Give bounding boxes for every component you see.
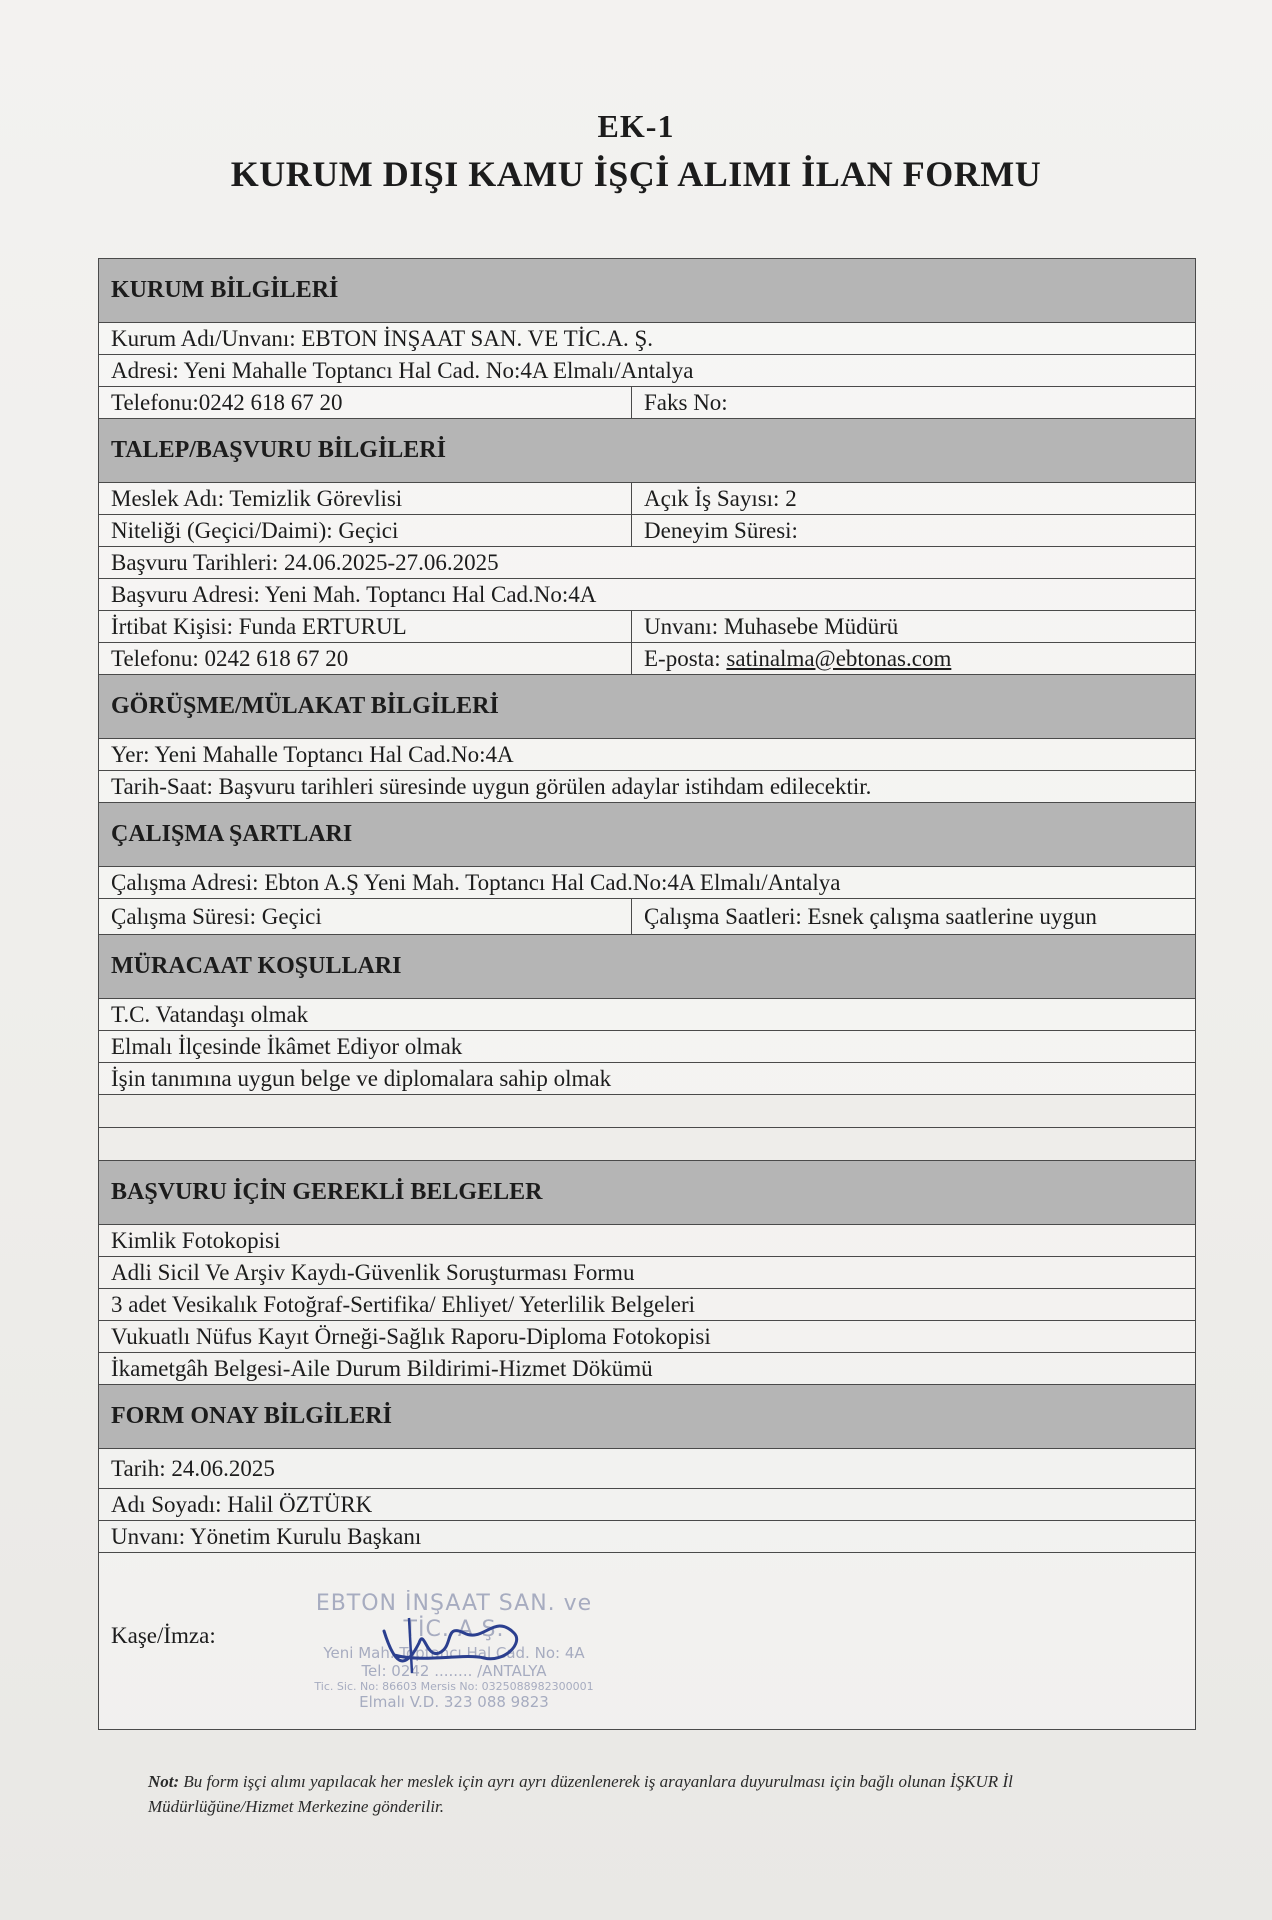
section-header-talep: TALEP/BAŞVURU BİLGİLERİ [99, 419, 1195, 483]
kurum-ad: Kurum Adı/Unvanı: EBTON İNŞAAT SAN. VE TİC.A. Ş. [111, 325, 654, 351]
blank-row [99, 1095, 1195, 1128]
muracaat-item: Elmalı İlçesinde İkâmet Ediyor olmak [111, 1033, 463, 1059]
note-text: Bu form işçi alımı yapılacak her meslek için ayrı ayrı düzenlenerek iş arayanlara duyurulması için bağlı olunan İŞKUR İl Müdürlüğüne/Hizmet Merkezine gönderilir. [148, 1772, 1013, 1816]
eposta-label: E-posta: [644, 645, 727, 671]
stamp-line: Yeni Mah. Toptancı Hal Cad. No: 4A [323, 1643, 585, 1662]
talep-tarihler: Başvuru Tarihleri: 24.06.2025-27.06.2025 [111, 549, 499, 575]
signature-area [99, 1553, 1195, 1729]
talep-telefon: Telefonu: 0242 618 67 20 [99, 643, 632, 674]
form-table [98, 258, 1196, 1730]
muracaat-item: T.C. Vatandaşı olmak [111, 1001, 309, 1027]
onay-tarih: Tarih: 24.06.2025 [111, 1455, 275, 1481]
footnote [148, 1770, 1138, 1819]
talep-meslek: Meslek Adı: Temizlik Görevlisi [99, 483, 632, 514]
section-header-onay: FORM ONAY BİLGİLERİ [99, 1385, 1195, 1449]
kurum-telefon: Telefonu:0242 618 67 20 [99, 387, 632, 418]
muracaat-item: İşin tanımına uygun belge ve diplomalara sahip olmak [111, 1065, 612, 1091]
stamp-line: EBTON İNŞAAT SAN. ve TİC. A.Ş. [315, 1591, 593, 1643]
section-header-kurum: KURUM BİLGİLERİ [99, 259, 1195, 323]
talep-acik-is: Açık İş Sayısı: 2 [644, 485, 797, 511]
title-block [0, 108, 1272, 195]
gorusme-tarih: Tarih-Saat: Başvuru tarihleri süresinde uygun görülen adaylar istihdam edilecektir. [111, 773, 872, 799]
belge-item: İkametgâh Belgesi-Aile Durum Bildirimi-Hizmet Dökümü [111, 1355, 653, 1381]
note-label: Not: [148, 1772, 180, 1791]
form-code: EK-1 [597, 108, 675, 144]
belge-item: Adli Sicil Ve Arşiv Kaydı-Güvenlik Soruşturması Formu [111, 1259, 635, 1285]
calisma-adres: Çalışma Adresi: Ebton A.Ş Yeni Mah. Toptancı Hal Cad.No:4A Elmalı/Antalya [111, 869, 841, 895]
kurum-faks: Faks No: [644, 389, 728, 415]
belge-item: 3 adet Vesikalık Fotoğraf-Sertifika/ Ehliyet/ Yeterlilik Belgeleri [111, 1291, 696, 1317]
onay-ad: Adı Soyadı: Halil ÖZTÜRK [111, 1491, 373, 1517]
section-header-belgeler: BAŞVURU İÇİN GEREKLİ BELGELER [99, 1161, 1195, 1225]
calisma-sure: Çalışma Süresi: Geçici [99, 899, 632, 934]
onay-unvan: Unvanı: Yönetim Kurulu Başkanı [111, 1523, 422, 1549]
form-title: KURUM DIŞI KAMU İŞÇİ ALIMI İLAN FORMU [230, 154, 1042, 194]
stamp-line: Elmalı V.D. 323 088 9823 [359, 1692, 549, 1711]
talep-adres: Başvuru Adresi: Yeni Mah. Toptancı Hal Cad.No:4A [111, 581, 597, 607]
stamp-line: Tic. Sic. No: 86603 Mersis No: 0325088982300001 [314, 1679, 594, 1693]
kurum-adres: Adresi: Yeni Mahalle Toptancı Hal Cad. No:4A Elmalı/Antalya [111, 357, 694, 383]
belge-item: Vukuatlı Nüfus Kayıt Örneği-Sağlık Raporu-Diploma Fotokopisi [111, 1323, 711, 1349]
gorusme-yer: Yer: Yeni Mahalle Toptancı Hal Cad.No:4A [111, 741, 514, 767]
calisma-saatler: Çalışma Saatleri: Esnek çalışma saatlerine uygun [644, 903, 1097, 929]
belge-item: Kimlik Fotokopisi [111, 1227, 281, 1253]
section-header-muracaat: MÜRACAAT KOŞULLARI [99, 935, 1195, 999]
talep-eposta-cell [632, 643, 1195, 674]
section-header-calisma: ÇALIŞMA ŞARTLARI [99, 803, 1195, 867]
section-header-gorusme: GÖRÜŞME/MÜLAKAT BİLGİLERİ [99, 675, 1195, 739]
signature-icon [364, 1603, 564, 1683]
blank-row [99, 1128, 1195, 1161]
talep-nitelik: Niteliği (Geçici/Daimi): Geçici [99, 515, 632, 546]
talep-irtibat: İrtibat Kişisi: Funda ERTURUL [99, 611, 632, 642]
talep-unvan: Unvanı: Muhasebe Müdürü [644, 613, 899, 639]
kase-imza-label: Kaşe/İmza: [111, 1623, 216, 1648]
talep-deneyim: Deneyim Süresi: [644, 517, 798, 543]
stamp-line: Tel: 0242 ........ /ANTALYA [361, 1661, 547, 1680]
eposta-link[interactable]: satinalma@ebtonas.com [726, 645, 952, 671]
